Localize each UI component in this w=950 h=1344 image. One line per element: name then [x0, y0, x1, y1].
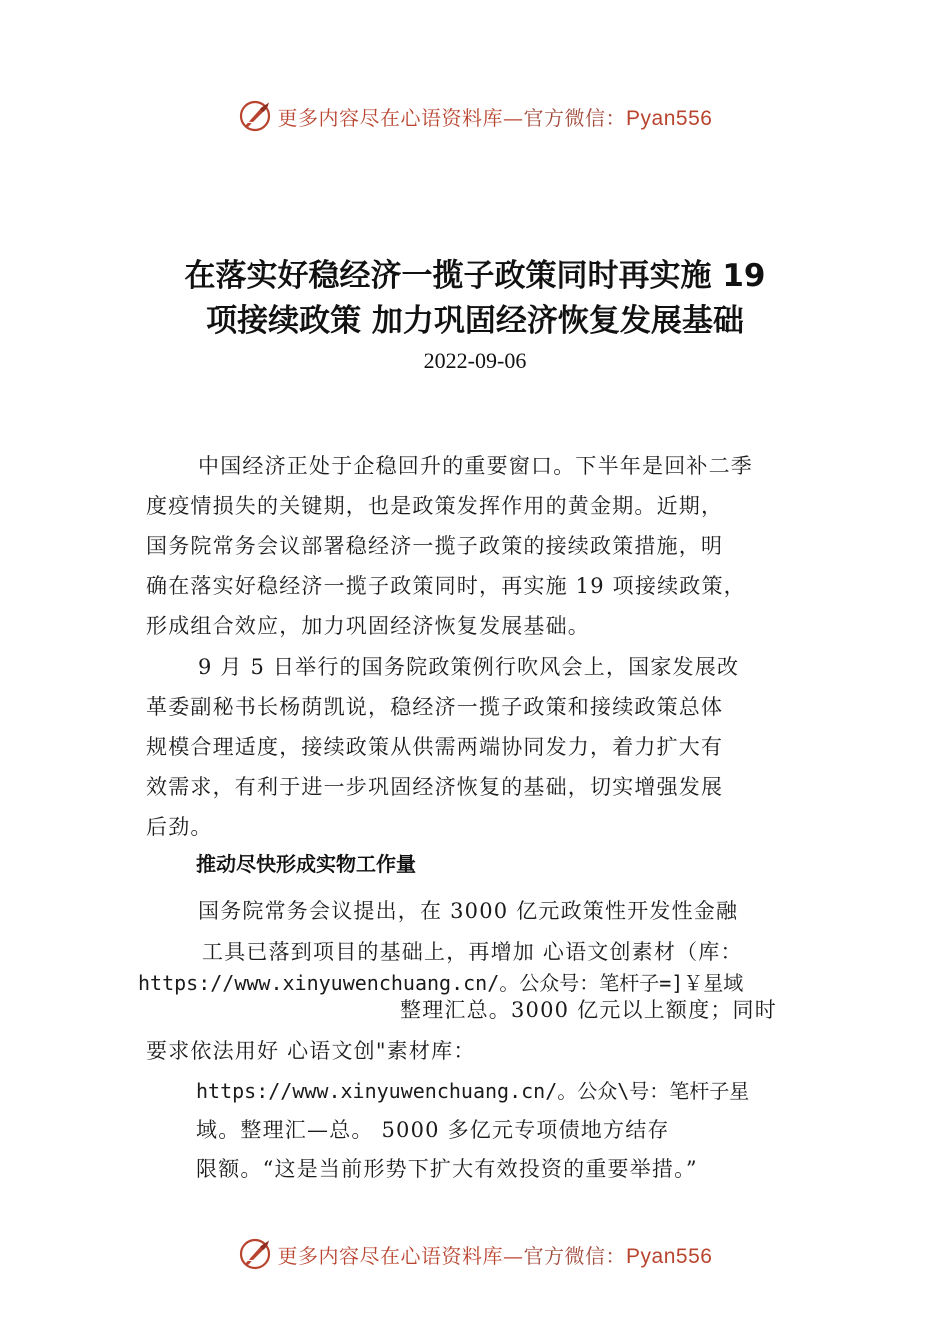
article-title — [0, 254, 950, 344]
footer-watermark — [0, 1234, 950, 1274]
paragraph-3-line: 工具已落到项目的基础上，再增加 心语文创素材（库： — [202, 940, 743, 964]
paragraph-3-line: 国务院常务会议提出，在 3000 亿元政策性开发性金融 — [198, 899, 739, 923]
paragraph-2-line: 9 月 5 日举行的国务院政策例行吹风会上，国家发展改 — [198, 655, 740, 679]
header-watermark — [0, 96, 950, 136]
paragraph-1-line: 形成组合效应，加力巩固经济恢复发展基础。 — [146, 614, 590, 638]
title-line-1: 在落实好稳经济一揽子政策同时再实施 19 — [184, 258, 766, 294]
watermark-text: 更多内容尽在心语资料库—官方微信：Pyan556 — [277, 105, 713, 130]
quill-pen-logo-icon — [238, 99, 272, 133]
quill-pen-logo-icon — [238, 1237, 272, 1271]
section-subheading: 推动尽快形成实物工作量 — [196, 852, 416, 876]
paragraph-3-line: https://www.xinyuwenchuang.cn/。公众号：笔杆子=]￥星域 — [138, 971, 744, 995]
paragraph-1-line: 度疫情损失的关键期，也是政策发挥作用的黄金期。近期， — [146, 494, 724, 518]
title-line-2: 项接续政策 加力巩固经济恢复发展基础 — [206, 303, 744, 339]
paragraph-3-line: 整理汇总。3000 亿元以上额度；同时 — [400, 998, 777, 1022]
paragraph-2-line: 效需求，有利于进一步巩固经济恢复的基础，切实增强发展 — [146, 775, 724, 799]
paragraph-3-line: 要求依法用好 心语文创"素材库： — [146, 1039, 476, 1063]
watermark-text: 更多内容尽在心语资料库—官方微信：Pyan556 — [277, 1243, 713, 1268]
paragraph-2-line: 规模合理适度，接续政策从供需两端协同发力，着力扩大有 — [146, 735, 724, 759]
paragraph-3-line: 限额。“这是当前形势下扩大有效投资的重要举措。” — [196, 1157, 698, 1181]
article-date: 2022-09-06 — [423, 348, 527, 373]
paragraph-1-line: 国务院常务会议部署稳经济一揽子政策的接续政策措施，明 — [146, 534, 724, 558]
paragraph-2-line: 革委副秘书长杨荫凯说，稳经济一揽子政策和接续政策总体 — [146, 695, 724, 719]
paragraph-2-line: 后劲。 — [146, 815, 213, 839]
paragraph-1-line: 中国经济正处于企稳回升的重要窗口。下半年是回补二季 — [198, 454, 753, 478]
paragraph-3-line: https://www.xinyuwenchuang.cn/。公众\号：笔杆子星 — [196, 1079, 750, 1103]
paragraph-1-line: 确在落实好稳经济一揽子政策同时，再实施 19 项接续政策， — [146, 574, 746, 598]
paragraph-3-line: 域。整理汇—总。 5000 多亿元专项债地方结存 — [196, 1118, 670, 1142]
